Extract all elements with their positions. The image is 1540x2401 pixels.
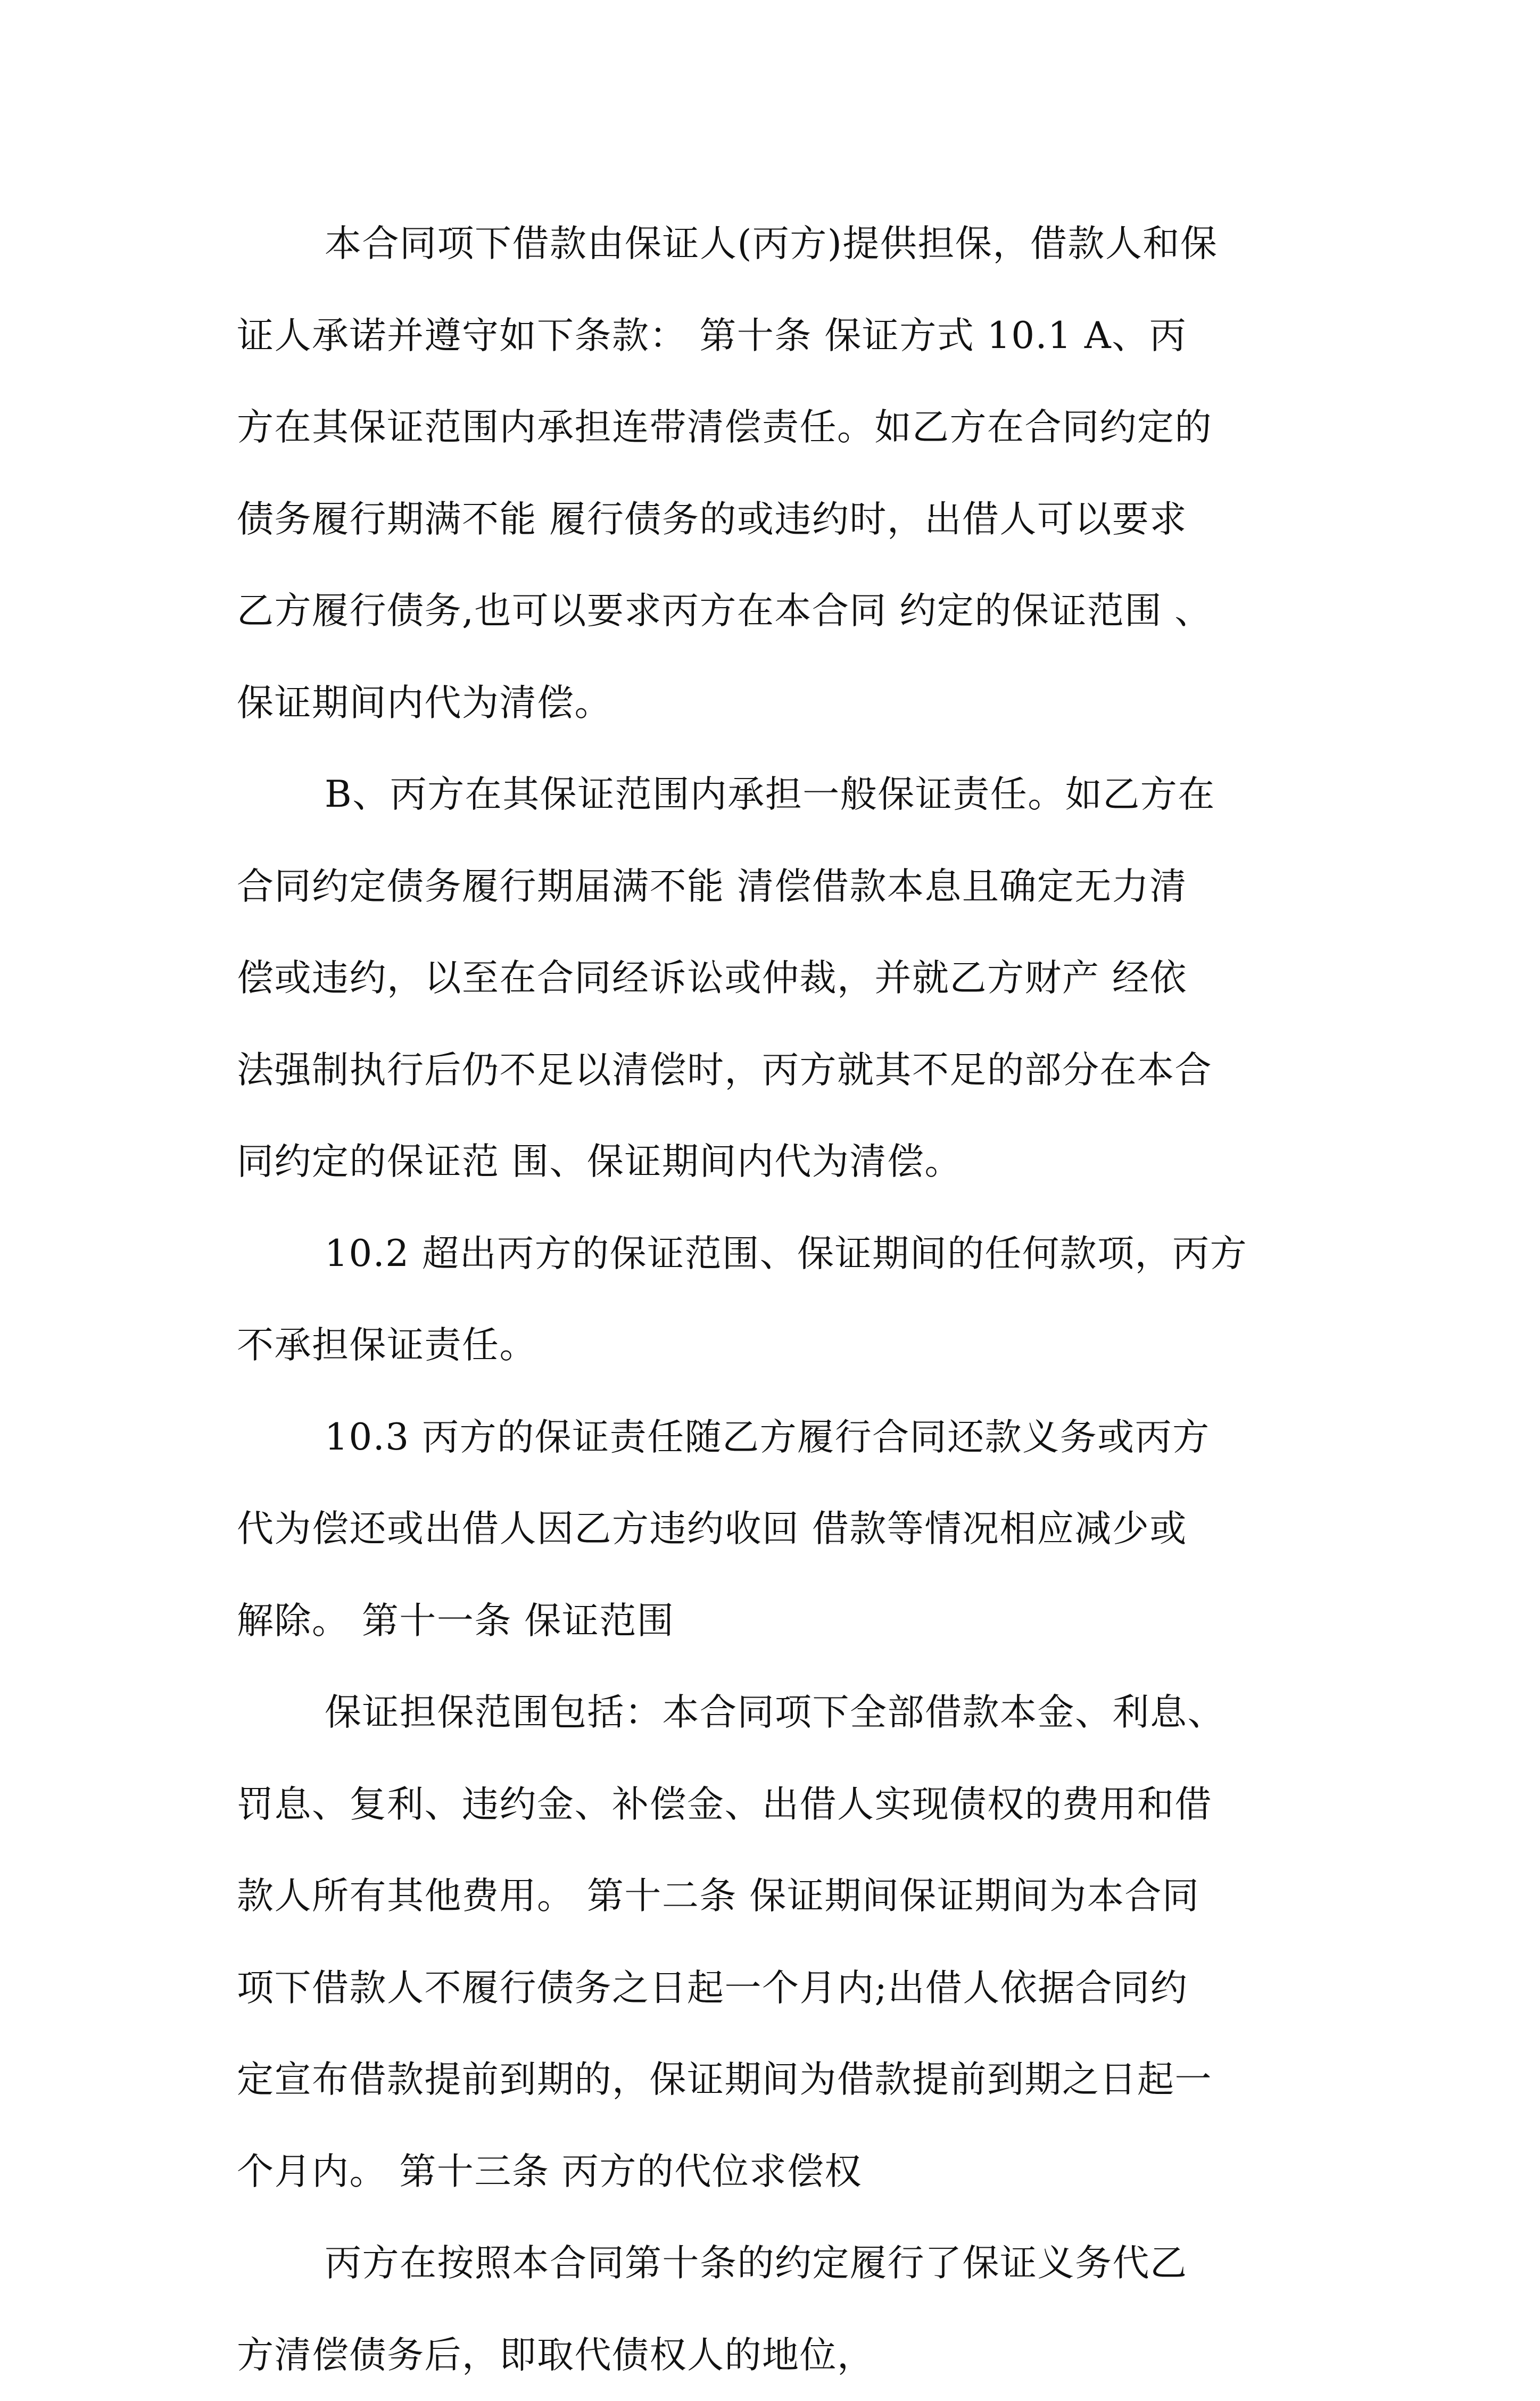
paragraph-line: 解除。 第十一条 保证范围 (237, 1575, 1322, 1667)
paragraph-line: 个月内。 第十三条 丙方的代位求偿权 (237, 2126, 1322, 2218)
paragraph-line: 项下借款人不履行债务之日起一个月内;出借人依据合同约 (237, 1942, 1322, 2034)
paragraph-line: 10.3 丙方的保证责任随乙方履行合同还款义务或丙方 (237, 1392, 1322, 1484)
paragraph-line: 债务履行期满不能 履行债务的或违约时，出借人可以要求 (237, 474, 1322, 566)
paragraph-line: 方在其保证范围内承担连带清偿责任。如乙方在合同约定的 (237, 382, 1322, 474)
paragraph-line: 保证期间内代为清偿。 (237, 657, 1322, 749)
paragraph-line: 同约定的保证范 围、保证期间内代为清偿。 (237, 1116, 1322, 1208)
paragraph-line: 合同约定债务履行期届满不能 清偿借款本息且确定无力清 (237, 841, 1322, 933)
paragraph-line: 乙方履行债务,也可以要求丙方在本合同 约定的保证范围 、 (237, 565, 1322, 657)
paragraph-line: 丙方在按照本合同第十条的约定履行了保证义务代乙 (237, 2217, 1322, 2309)
paragraph-line: 方清偿债务后，即取代债权人的地位， (237, 2309, 1322, 2401)
paragraph-line: 本合同项下借款由保证人(丙方)提供担保，借款人和保 (237, 198, 1322, 290)
paragraph-line: 款人所有其他费用。 第十二条 保证期间保证期间为本合同 (237, 1850, 1322, 1942)
paragraph-line: 证人承诺并遵守如下条款： 第十条 保证方式 10.1 A、丙 (237, 290, 1322, 382)
contract-text (237, 198, 1322, 2401)
paragraph-line: 定宣布借款提前到期的，保证期间为借款提前到期之日起一 (237, 2034, 1322, 2126)
paragraph-line: 罚息、复利、违约金、补偿金、出借人实现债权的费用和借 (237, 1759, 1322, 1851)
paragraph-line: 法强制执行后仍不足以清偿时，丙方就其不足的部分在本合 (237, 1024, 1322, 1116)
paragraph-line: 代为偿还或出借人因乙方违约收回 借款等情况相应减少或 (237, 1483, 1322, 1575)
paragraph-line: 10.2 超出丙方的保证范围、保证期间的任何款项，丙方 (237, 1208, 1322, 1300)
paragraph-line: 偿或违约，以至在合同经诉讼或仲裁，并就乙方财产 经依 (237, 932, 1322, 1024)
paragraph-line: 保证担保范围包括：本合同项下全部借款本金、利息、 (237, 1667, 1322, 1759)
paragraph-line: B、丙方在其保证范围内承担一般保证责任。如乙方在 (237, 749, 1322, 841)
paragraph-line: 不承担保证责任。 (237, 1299, 1322, 1392)
